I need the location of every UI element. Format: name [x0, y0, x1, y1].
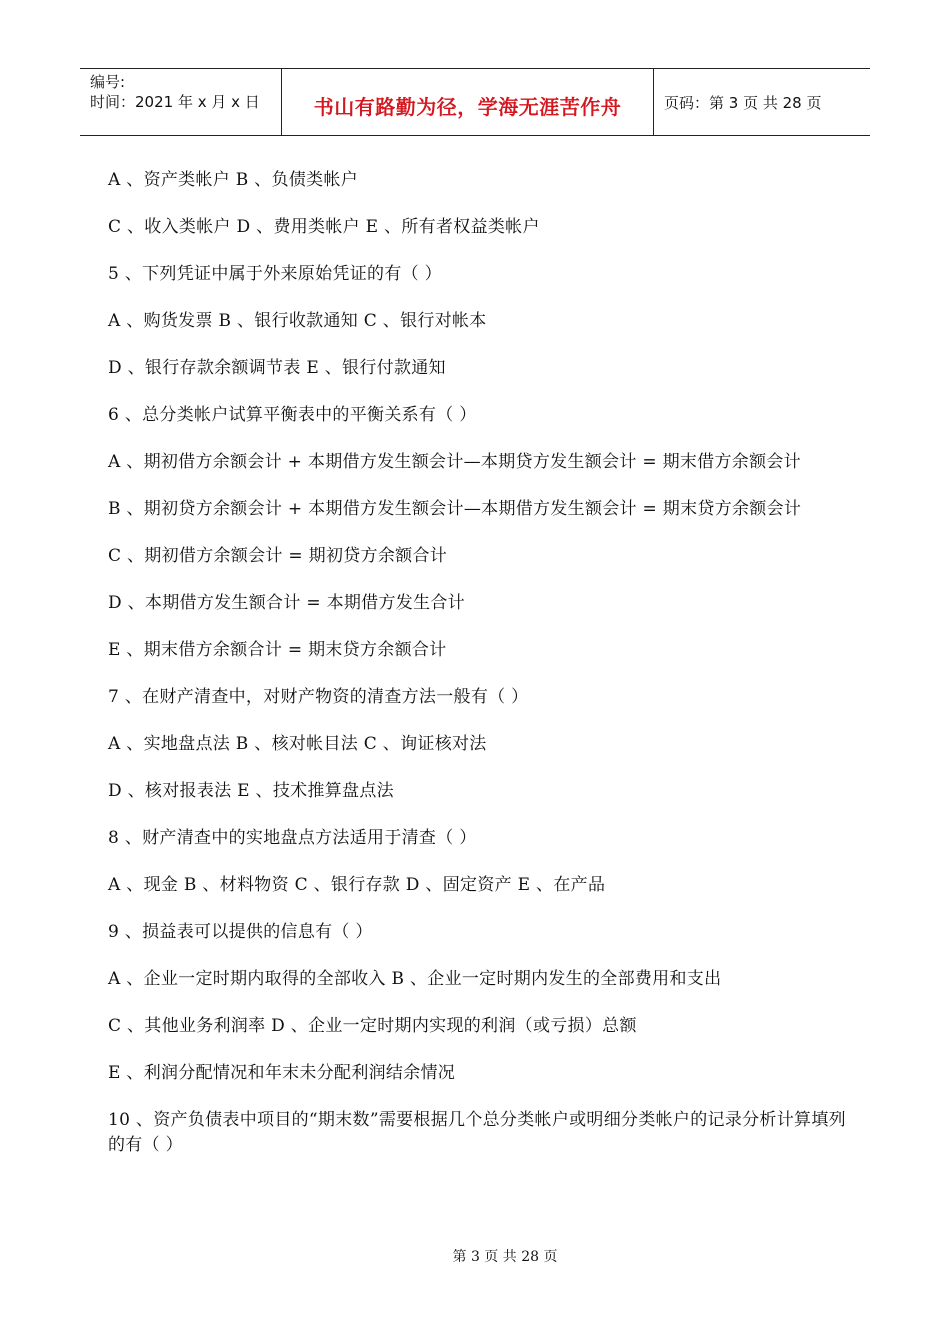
body-line: 9 、损益表可以提供的信息有（ ）	[108, 922, 373, 942]
body-line: D 、本期借方发生额合计 = 本期借方发生合计	[108, 593, 465, 613]
body-line: C 、其他业务利润率 D 、企业一定时期内实现的利润（或亏损）总额	[108, 1016, 637, 1036]
body-line: E 、期末借方余额合计 = 期末贷方余额合计	[108, 640, 447, 660]
body-line: 8 、财产清查中的实地盘点方法适用于清查（ ）	[108, 828, 477, 848]
header-meta	[80, 69, 282, 135]
document-date: 时间：2021 年 x 月 x 日	[90, 93, 260, 111]
document-number-label: 编号:	[90, 73, 126, 91]
body-line: A 、期初借方余额会计 + 本期借方发生额会计—本期贷方发生额会计 = 期末借方余额会计	[108, 452, 801, 472]
body-line: A 、企业一定时期内取得的全部收入 B 、企业一定时期内发生的全部费用和支出	[108, 969, 722, 989]
body-line: B 、期初贷方余额会计 + 本期借方发生额会计—本期借方发生额会计 = 期末贷方余额会计	[108, 499, 802, 519]
body-line: C 、收入类帐户 D 、费用类帐户 E 、所有者权益类帐户	[108, 217, 540, 237]
body-line: A 、实地盘点法 B 、核对帐目法 C 、询证核对法	[108, 734, 487, 754]
body-line: A 、购货发票 B 、银行收款通知 C 、银行对帐本	[108, 311, 487, 331]
header-motto: 书山有路勤为径，学海无涯苦作舟	[282, 69, 654, 135]
page-footer: 第 3 页 共 28 页	[452, 1249, 558, 1265]
document-body	[108, 168, 848, 1158]
body-line: 10 、资产负债表中项目的“期末数”需要根据几个总分类帐户或明细分类帐户的记录分析计算填列的有（ ）	[108, 1110, 846, 1155]
body-line: D 、银行存款余额调节表 E 、银行付款通知	[108, 358, 446, 378]
header-page-info: 页码：第 3 页 共 28 页	[664, 93, 822, 112]
body-line: 6 、总分类帐户试算平衡表中的平衡关系有（ ）	[108, 405, 477, 425]
body-line: 7 、在财产清查中，对财产物资的清查方法一般有（ ）	[108, 687, 529, 707]
body-line: A 、现金 B 、材料物资 C 、银行存款 D 、固定资产 E 、在产品	[108, 875, 606, 895]
body-line: C 、期初借方余额会计 = 期初贷方余额合计	[108, 546, 448, 566]
body-line: D 、核对报表法 E 、技术推算盘点法	[108, 781, 394, 801]
page-header	[80, 68, 870, 136]
body-line: A 、资产类帐户 B 、负债类帐户	[108, 170, 359, 190]
body-line: 5 、下列凭证中属于外来原始凭证的有（ ）	[108, 264, 442, 284]
body-line: E 、利润分配情况和年末未分配利润结余情况	[108, 1063, 456, 1083]
